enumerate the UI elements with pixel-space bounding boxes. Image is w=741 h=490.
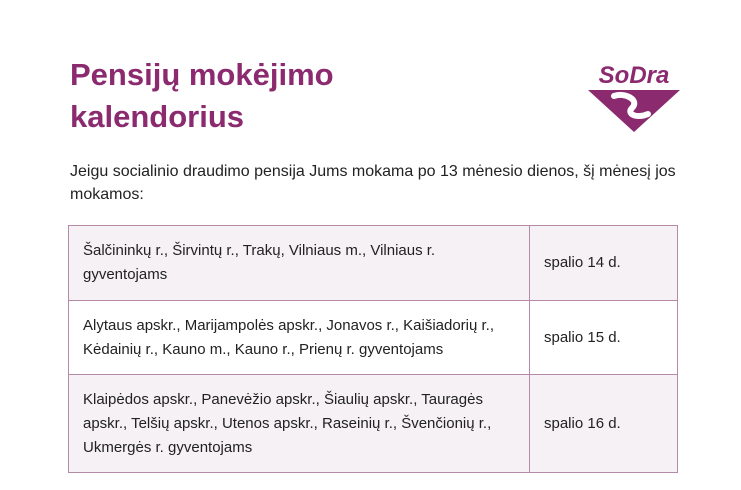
date-cell: spalio 15 d. (530, 301, 678, 375)
region-cell: Šalčininkų r., Širvintų r., Trakų, Vilniaus m., Vilniaus r. gyventojams (69, 226, 530, 301)
table-row (69, 226, 678, 301)
table-row (69, 375, 678, 473)
sodra-logo-icon (584, 62, 684, 134)
date-cell: spalio 16 d. (530, 375, 678, 473)
logo-text: SoDra (598, 62, 670, 89)
date-cell: spalio 14 d. (530, 226, 678, 301)
region-cell: Klaipėdos apskr., Panevėžio apskr., Šiaulių apskr., Tauragės apskr., Telšių apskr., Utenos apskr., Raseinių r., Švenčionių r., Ukmergės r. gyventojams (69, 375, 530, 473)
page-title-line-1: Pensijų mokėjimo (70, 57, 334, 92)
page-title-line-2: kalendorius (70, 99, 244, 134)
region-cell: Alytaus apskr., Marijampolės apskr., Jonavos r., Kaišiadorių r., Kėdainių r., Kauno m., Kauno r., Prienų r. gyventojams (69, 301, 530, 375)
logo-triangle (588, 90, 680, 132)
page-title (70, 54, 334, 138)
intro-text: Jeigu socialinio draudimo pensija Jums mokama po 13 mėnesio dienos, šį mėnesį jos mokamos: (70, 163, 676, 203)
payment-calendar-table (68, 225, 678, 473)
table-row (69, 301, 678, 375)
